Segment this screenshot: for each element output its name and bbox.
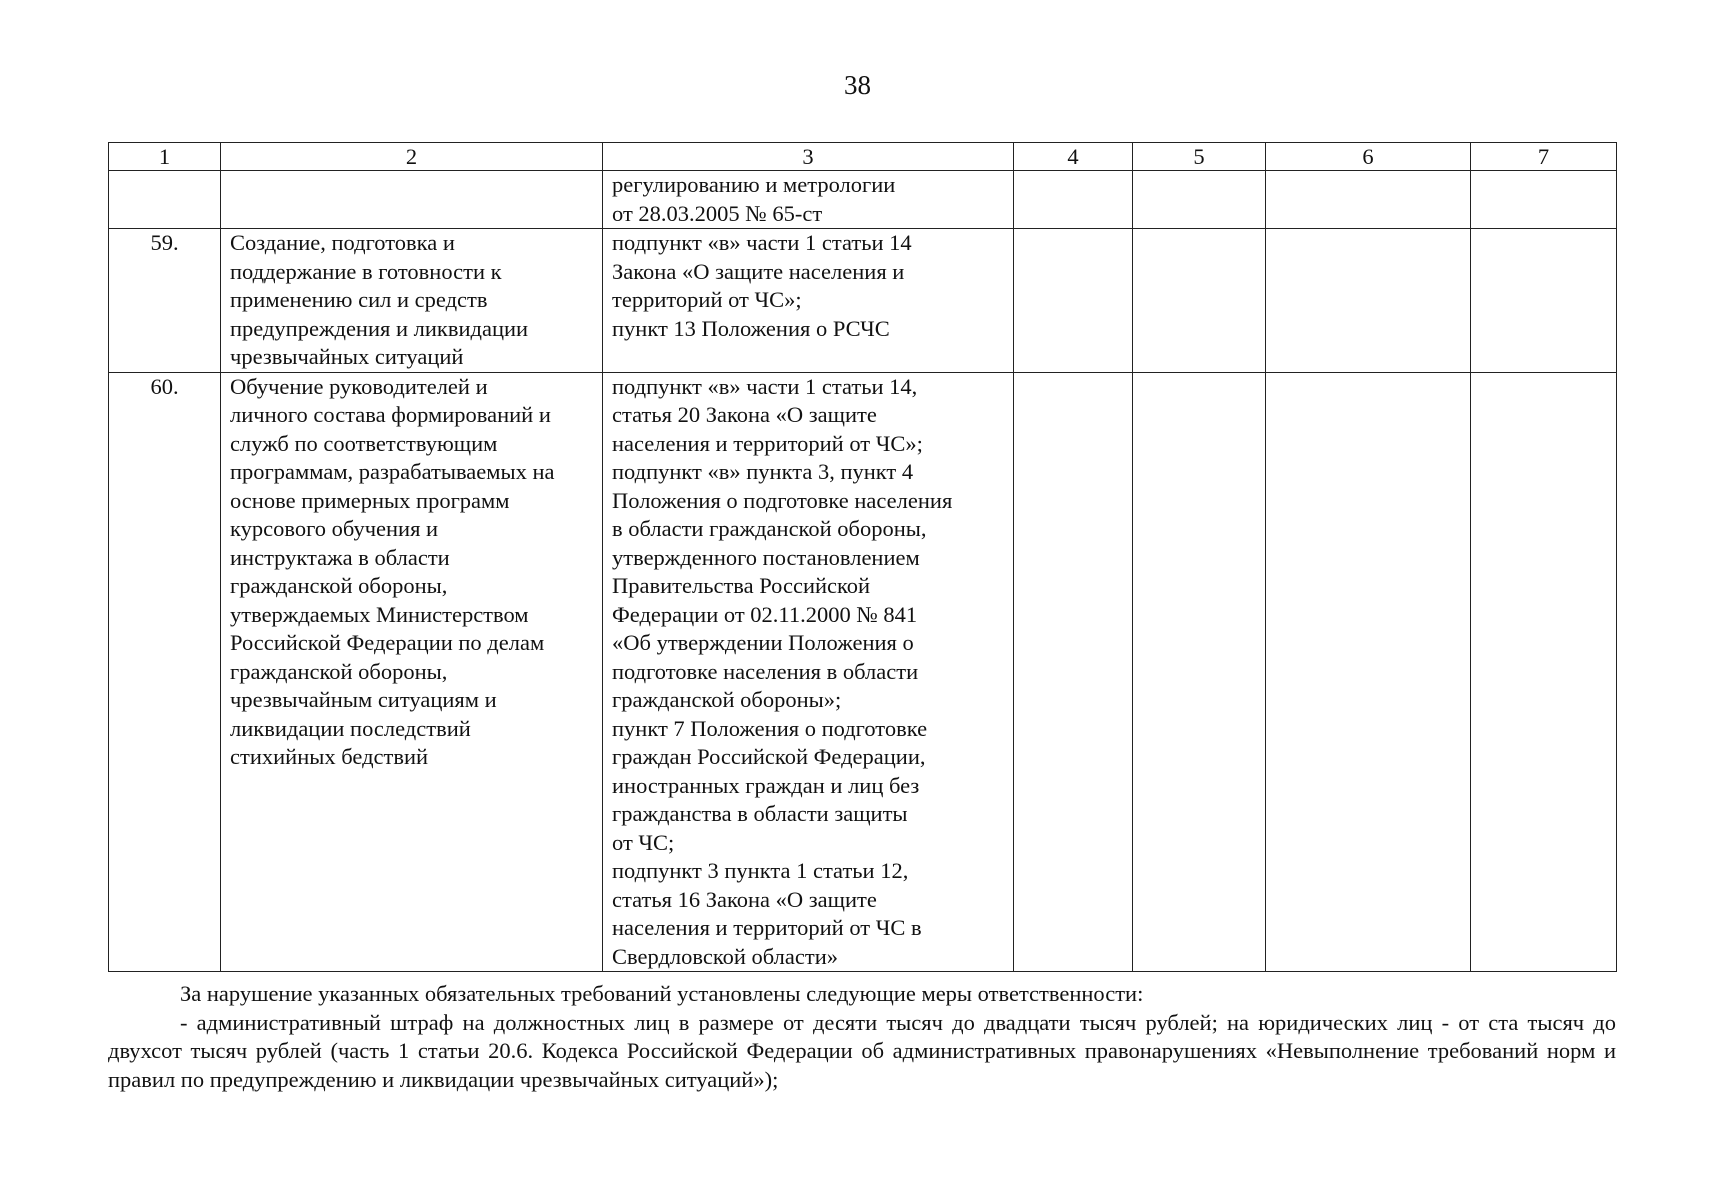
requirements-table	[108, 142, 1617, 972]
liability-item: - административный штраф на должностных лиц в размере от десяти тысяч до двадцати тысяч рублей; на юридических лиц - от ста тысяч до двухсот тысяч рублей (часть 1 статьи 20.6. Кодекса Российской Федерации об административных правонарушениях «Невыполнение требований норм и правил по предупреждению и ликвидации чрезвычайных ситуаций»);	[108, 1009, 1616, 1092]
empty-cell	[1014, 372, 1133, 972]
column-header: 4	[1014, 143, 1133, 171]
table-row	[109, 171, 1617, 229]
column-header: 5	[1133, 143, 1266, 171]
liability-section	[108, 980, 1616, 1094]
legal-basis-cell: регулированию и метрологии от 28.03.2005 № 65-ст	[603, 171, 1014, 229]
empty-cell	[1266, 372, 1471, 972]
column-header: 2	[221, 143, 603, 171]
column-header: 1	[109, 143, 221, 171]
requirement-cell: Обучение руководителей и личного состава формирований и служб по соответствующим программам, разрабатываемых на основе примерных программ курсового обучения и инструктажа в области гражданской обороны, утверждаемых Министерством Российской Федерации по делам гражданской обороны, чрезвычайным ситуациям и ликвидации последствий стихийных бедствий	[221, 372, 603, 972]
column-header: 6	[1266, 143, 1471, 171]
row-number: 60.	[109, 372, 221, 972]
table-row	[109, 372, 1617, 972]
empty-cell	[1014, 229, 1133, 373]
requirement-cell: Создание, подготовка и поддержание в готовности к применению сил и средств предупреждения и ликвидации чрезвычайных ситуаций	[221, 229, 603, 373]
column-header: 3	[603, 143, 1014, 171]
empty-cell	[1471, 171, 1617, 229]
legal-basis-cell: подпункт «в» части 1 статьи 14, статья 20 Закона «О защите населения и территорий от ЧС»; подпункт «в» пункта 3, пункт 4 Положения о подготовке населения в области гражданской обороны, утвержденного постановлением Правительства Российской Федерации от 02.11.2000 № 841 «Об утверждении Положения о подготовке населения в области гражданской обороны»; пункт 7 Положения о подготовке граждан Российской Федерации, иностранных граждан и лиц без гражданства в области защиты от ЧС; подпункт 3 пункта 1 статьи 12, статья 16 Закона «О защите населения и территорий от ЧС в Свердловской области»	[603, 372, 1014, 972]
row-number	[109, 171, 221, 229]
liability-intro: За нарушение указанных обязательных требований установлены следующие меры ответственности:	[180, 981, 1144, 1006]
page-number: 38	[844, 70, 871, 100]
empty-cell	[1266, 229, 1471, 373]
table-row	[109, 229, 1617, 373]
empty-cell	[1133, 171, 1266, 229]
table-header-row	[109, 143, 1617, 171]
empty-cell	[1133, 229, 1266, 373]
empty-cell	[1471, 229, 1617, 373]
empty-cell	[1133, 372, 1266, 972]
empty-cell	[1266, 171, 1471, 229]
row-number: 59.	[109, 229, 221, 373]
column-header: 7	[1471, 143, 1617, 171]
requirement-cell	[221, 171, 603, 229]
legal-basis-cell: подпункт «в» части 1 статьи 14 Закона «О защите населения и территорий от ЧС»; пункт 13 Положения о РСЧС	[603, 229, 1014, 373]
empty-cell	[1471, 372, 1617, 972]
empty-cell	[1014, 171, 1133, 229]
